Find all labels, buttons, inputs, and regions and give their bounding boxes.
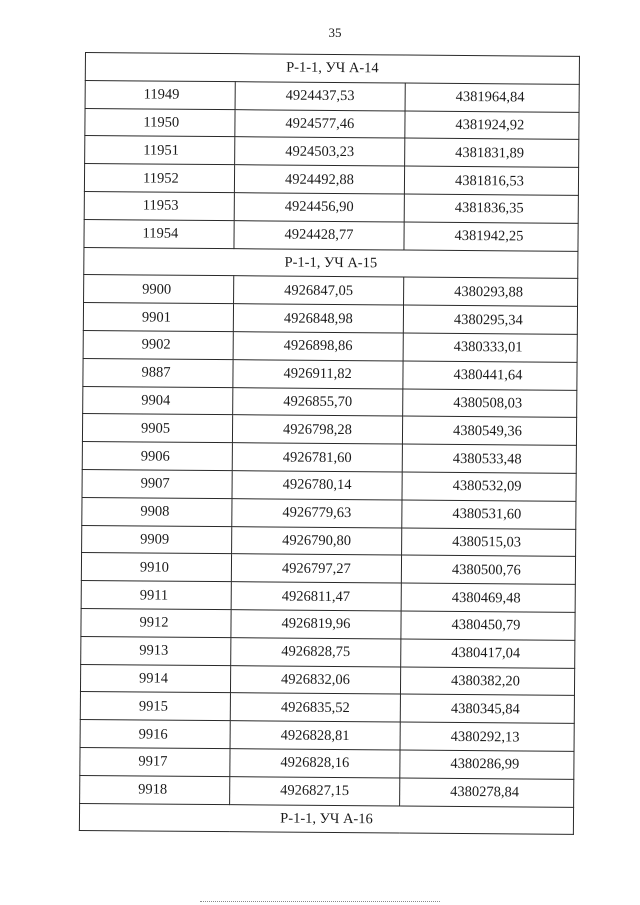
point-number-cell: 11949 (85, 80, 235, 109)
x-coordinate-cell: 4926847,05 (234, 276, 404, 305)
y-coordinate-cell: 4381942,25 (404, 222, 578, 251)
x-coordinate-cell: 4926898,86 (233, 332, 403, 361)
table-row (82, 442, 576, 474)
point-number-cell: 9901 (83, 303, 233, 332)
table-row (82, 497, 576, 529)
y-coordinate-cell: 4380441,64 (403, 361, 577, 390)
y-coordinate-cell: 4380345,84 (400, 694, 574, 723)
point-number-cell: 9906 (82, 442, 232, 471)
table-row (85, 108, 579, 140)
point-number-cell: 11951 (85, 136, 235, 165)
section-header-row (85, 53, 579, 85)
x-coordinate-cell: 4926835,52 (230, 693, 400, 722)
table-row (80, 775, 574, 807)
y-coordinate-cell: 4381816,53 (404, 166, 578, 195)
point-number-cell: 11953 (84, 191, 234, 220)
point-number-cell: 11954 (84, 219, 234, 248)
y-coordinate-cell: 4381964,84 (405, 83, 579, 112)
table-row (80, 720, 574, 752)
point-number-cell: 9913 (81, 636, 231, 665)
table-row (81, 553, 575, 585)
table-row (82, 469, 576, 501)
x-coordinate-cell: 4924492,88 (234, 165, 404, 194)
y-coordinate-cell: 4380293,88 (404, 277, 578, 306)
x-coordinate-cell: 4926797,27 (231, 554, 401, 583)
y-coordinate-cell: 4380549,36 (402, 416, 576, 445)
point-number-cell: 9912 (81, 608, 231, 637)
x-coordinate-cell: 4926780,14 (232, 471, 402, 500)
x-coordinate-cell: 4924577,46 (235, 109, 405, 138)
section-header-row (84, 247, 578, 279)
y-coordinate-cell: 4380286,99 (400, 750, 574, 779)
table-row (81, 636, 575, 668)
point-number-cell: 11952 (84, 164, 234, 193)
x-coordinate-cell: 4924456,90 (234, 193, 404, 222)
x-coordinate-cell: 4926832,06 (230, 665, 400, 694)
point-number-cell: 9902 (83, 330, 233, 359)
table-row (83, 303, 577, 335)
point-number-cell: 9916 (80, 720, 230, 749)
table-row (83, 358, 577, 390)
y-coordinate-cell: 4380382,20 (400, 667, 574, 696)
point-number-cell: 9914 (80, 664, 230, 693)
scan-artifact-line (200, 901, 440, 902)
point-number-cell: 11950 (85, 108, 235, 137)
x-coordinate-cell: 4926790,80 (232, 526, 402, 555)
y-coordinate-cell: 4380295,34 (403, 305, 577, 334)
coordinates-table-body (79, 53, 579, 835)
y-coordinate-cell: 4380531,60 (402, 500, 576, 529)
x-coordinate-cell: 4926811,47 (231, 582, 401, 611)
y-coordinate-cell: 4380515,03 (402, 528, 576, 557)
table-row (80, 692, 574, 724)
x-coordinate-cell: 4926911,82 (233, 359, 403, 388)
x-coordinate-cell: 4926827,15 (230, 776, 400, 805)
table-row (84, 191, 578, 223)
section-title: Р-1-1, УЧ А-14 (85, 53, 579, 85)
y-coordinate-cell: 4380533,48 (402, 444, 576, 473)
point-number-cell: 9911 (81, 581, 231, 610)
table-row (83, 330, 577, 362)
x-coordinate-cell: 4924437,53 (235, 81, 405, 110)
section-title: Р-1-1, УЧ А-15 (84, 247, 578, 279)
x-coordinate-cell: 4924503,23 (235, 137, 405, 166)
table-row (82, 414, 576, 446)
section-title: Р-1-1, УЧ А-16 (79, 803, 573, 835)
coordinates-table (79, 52, 580, 835)
point-number-cell: 9915 (80, 692, 230, 721)
table-row (83, 386, 577, 418)
table-row (85, 80, 579, 112)
table-row (84, 275, 578, 307)
y-coordinate-cell: 4380292,13 (400, 722, 574, 751)
y-coordinate-cell: 4381831,89 (405, 138, 579, 167)
x-coordinate-cell: 4926828,81 (230, 721, 400, 750)
y-coordinate-cell: 4380508,03 (403, 389, 577, 418)
x-coordinate-cell: 4926781,60 (232, 443, 402, 472)
table-row (81, 581, 575, 613)
y-coordinate-cell: 4380532,09 (402, 472, 576, 501)
x-coordinate-cell: 4926779,63 (232, 498, 402, 527)
point-number-cell: 9905 (82, 414, 232, 443)
y-coordinate-cell: 4380450,79 (401, 611, 575, 640)
x-coordinate-cell: 4924428,77 (234, 220, 404, 249)
x-coordinate-cell: 4926828,16 (230, 749, 400, 778)
page-number: 35 (328, 25, 342, 40)
y-coordinate-cell: 4380278,84 (400, 778, 574, 807)
table-row (84, 164, 578, 196)
x-coordinate-cell: 4926848,98 (233, 304, 403, 333)
point-number-cell: 9907 (82, 469, 232, 498)
section-header-row (79, 803, 573, 835)
x-coordinate-cell: 4926855,70 (233, 387, 403, 416)
y-coordinate-cell: 4380500,76 (401, 555, 575, 584)
table-row (85, 136, 579, 168)
point-number-cell: 9909 (82, 525, 232, 554)
table-row (80, 747, 574, 779)
table-row (82, 525, 576, 557)
y-coordinate-cell: 4380469,48 (401, 583, 575, 612)
point-number-cell: 9917 (80, 747, 230, 776)
y-coordinate-cell: 4381836,35 (404, 194, 578, 223)
point-number-cell: 9918 (80, 775, 230, 804)
point-number-cell: 9910 (81, 553, 231, 582)
y-coordinate-cell: 4381924,92 (405, 111, 579, 140)
x-coordinate-cell: 4926828,75 (231, 637, 401, 666)
x-coordinate-cell: 4926819,96 (231, 610, 401, 639)
table-row (84, 219, 578, 251)
point-number-cell: 9887 (83, 358, 233, 387)
table-row (80, 664, 574, 696)
point-number-cell: 9908 (82, 497, 232, 526)
point-number-cell: 9900 (84, 275, 234, 304)
y-coordinate-cell: 4380333,01 (403, 333, 577, 362)
table-row (81, 608, 575, 640)
x-coordinate-cell: 4926798,28 (232, 415, 402, 444)
point-number-cell: 9904 (83, 386, 233, 415)
y-coordinate-cell: 4380417,04 (401, 639, 575, 668)
